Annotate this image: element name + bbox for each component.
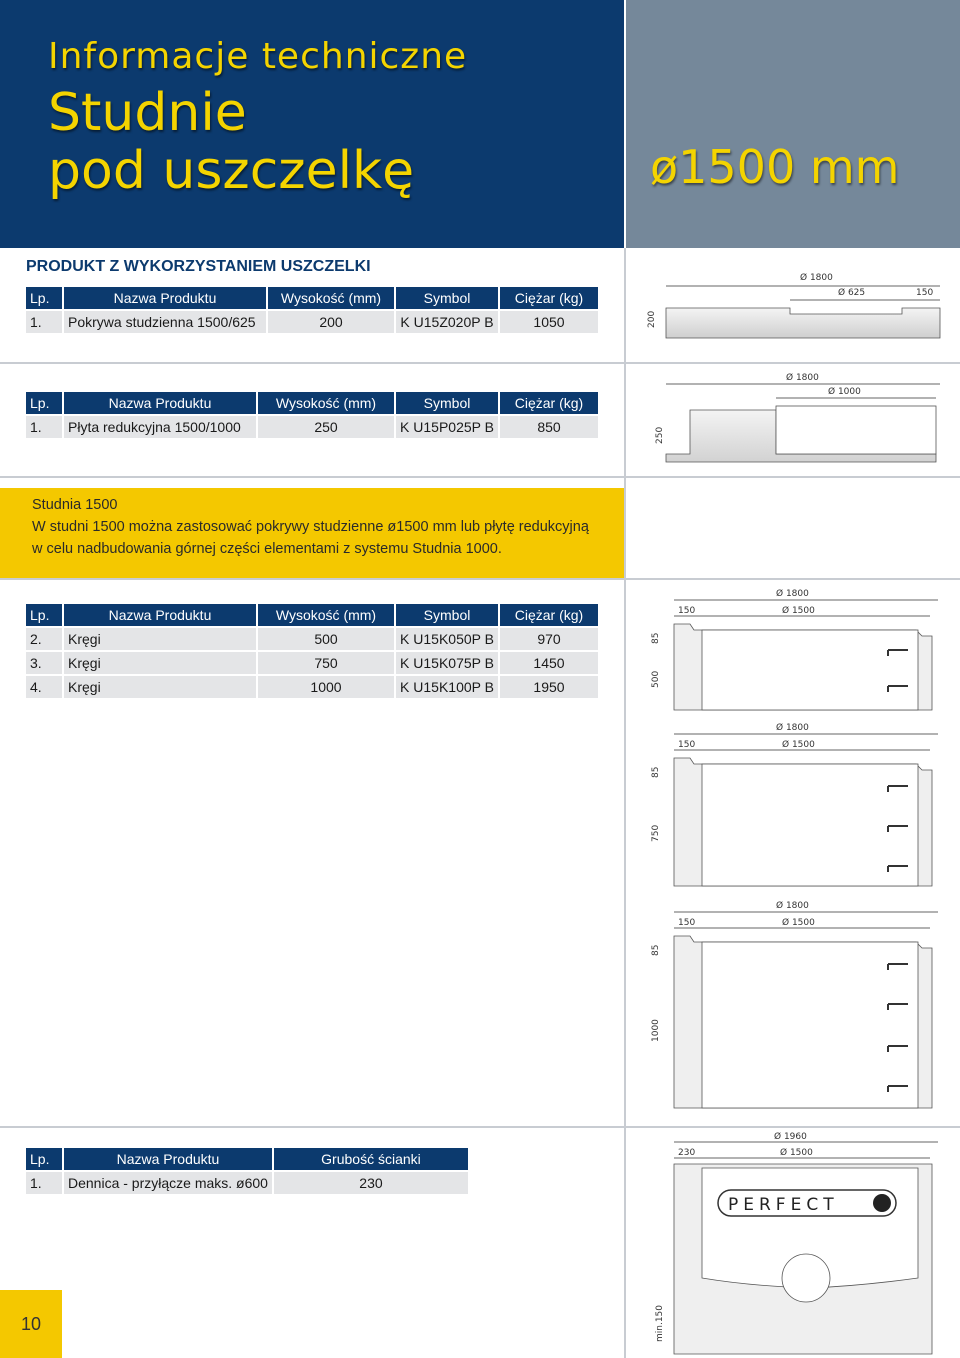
cell-weight: 850 [500,416,600,438]
cell-name: Dennica - przyłącze maks. ø600 [64,1172,274,1194]
table-row [26,652,600,674]
cell-symbol: K U15K075P B [396,652,500,674]
col-height: Wysokość (mm) [258,604,396,626]
dim-inner: Ø 625 [838,288,866,298]
header-supertitle: Informacje techniczne [48,36,468,77]
cell-name: Kręgi [64,652,258,674]
dim-outer: Ø 1800 [776,589,809,599]
dim-outer: Ø 1800 [800,273,833,283]
dim-bottom: min.150 [655,1304,665,1342]
dim-inner: Ø 1000 [828,387,861,397]
page-title [48,84,414,200]
dim-height: 500 [651,670,661,688]
column-divider [624,248,626,1358]
cell-symbol: K U15K050P B [396,628,500,650]
note-text: W studni 1500 można zastosować pokrywy studzienne ø1500 mm lub płytę redukcyjną w celu nadbudowania górnej części elementami z systemu Studnia 1000. [32,519,589,557]
dim-outer: Ø 1800 [786,373,819,383]
note-title: Studnia 1500 [32,497,118,513]
cell-height: 200 [268,311,396,333]
rings-table [26,602,600,700]
brand-icon [873,1194,891,1212]
base-table [26,1146,470,1196]
cell-wall: 230 [274,1172,470,1194]
base-diagram [640,1128,950,1356]
dim-rim: 150 [916,288,934,298]
col-lp: Lp. [26,392,64,414]
connection-hole [782,1254,830,1302]
section-heading: PRODUKT Z WYKORZYSTANIEM USZCZELKI [26,258,371,275]
table-row [26,416,600,438]
col-weight: Ciężar (kg) [500,392,600,414]
title-line-2: pod uszczelkę [48,141,415,201]
cell-symbol: K U15K100P B [396,676,500,698]
table-header-row [26,287,600,309]
cell-weight: 1050 [500,311,600,333]
col-name: Nazwa Produktu [64,287,268,309]
dim-height: 250 [655,426,665,444]
dim-inner: Ø 1500 [782,918,815,928]
cell-symbol: K U15Z020P B [396,311,500,333]
cell-height: 1000 [258,676,396,698]
cell-lp: 2. [26,628,64,650]
dim-inner: Ø 1500 [782,606,815,616]
col-height: Wysokość (mm) [268,287,396,309]
cell-weight: 1450 [500,652,600,674]
col-symbol: Symbol [396,287,500,309]
cell-symbol: K U15P025P B [396,416,500,438]
ring-500-diagram [640,584,950,720]
dim-collar: 85 [651,944,661,956]
cell-name: Kręgi [64,676,258,698]
cell-weight: 970 [500,628,600,650]
dim-height: 200 [647,310,657,328]
cell-weight: 1950 [500,676,600,698]
dim-height: 1000 [651,1019,661,1042]
cell-height: 500 [258,628,396,650]
cell-lp: 1. [26,416,64,438]
table-row [26,676,600,698]
header-side-panel [626,0,960,248]
dim-outer: Ø 1800 [776,723,809,733]
dim-outer: Ø 1960 [774,1132,807,1142]
cover-table [26,285,600,335]
diameter-title: ø1500 mm [650,140,900,194]
dim-outer: Ø 1800 [776,901,809,911]
col-lp: Lp. [26,287,64,309]
plate-table [26,390,600,440]
cell-height: 750 [258,652,396,674]
plate-diagram [640,370,950,472]
cell-lp: 3. [26,652,64,674]
dim-wall: 230 [678,1148,696,1158]
ring-1000-diagram [640,896,950,1116]
col-name: Nazwa Produktu [64,604,258,626]
col-name: Nazwa Produktu [64,392,258,414]
col-name: Nazwa Produktu [64,1148,274,1170]
cell-name: Pokrywa studzienna 1500/625 [64,311,268,333]
cell-name: Kręgi [64,628,258,650]
col-weight: Ciężar (kg) [500,287,600,309]
col-weight: Ciężar (kg) [500,604,600,626]
dim-rim: 150 [678,918,696,928]
dim-collar: 85 [651,766,661,778]
dim-inner: Ø 1500 [782,740,815,750]
dim-collar: 85 [651,632,661,644]
brand-name: PERFECT [728,1195,839,1215]
col-lp: Lp. [26,604,64,626]
cell-lp: 1. [26,311,64,333]
table-header-row [26,392,600,414]
cell-name: Płyta redukcyjna 1500/1000 [64,416,258,438]
page-number: 10 [0,1290,62,1358]
info-note [0,488,624,578]
table-row [26,1172,470,1194]
ring-750-diagram [640,718,950,894]
dim-height: 750 [651,824,661,842]
table-row [26,628,600,650]
col-height: Wysokość (mm) [258,392,396,414]
cell-lp: 4. [26,676,64,698]
table-header-row [26,1148,470,1170]
dim-inner: Ø 1500 [780,1148,813,1158]
col-symbol: Symbol [396,604,500,626]
dim-rim: 150 [678,740,696,750]
cell-height: 250 [258,416,396,438]
table-header-row [26,604,600,626]
title-line-1: Studnie [48,83,247,143]
section-divider [0,578,960,580]
cover-diagram [640,266,950,354]
table-row [26,311,600,333]
dim-rim: 150 [678,606,696,616]
col-symbol: Symbol [396,392,500,414]
col-lp: Lp. [26,1148,64,1170]
cell-lp: 1. [26,1172,64,1194]
section-divider [0,476,960,478]
col-wall: Grubość ścianki [274,1148,470,1170]
section-divider [0,362,960,364]
